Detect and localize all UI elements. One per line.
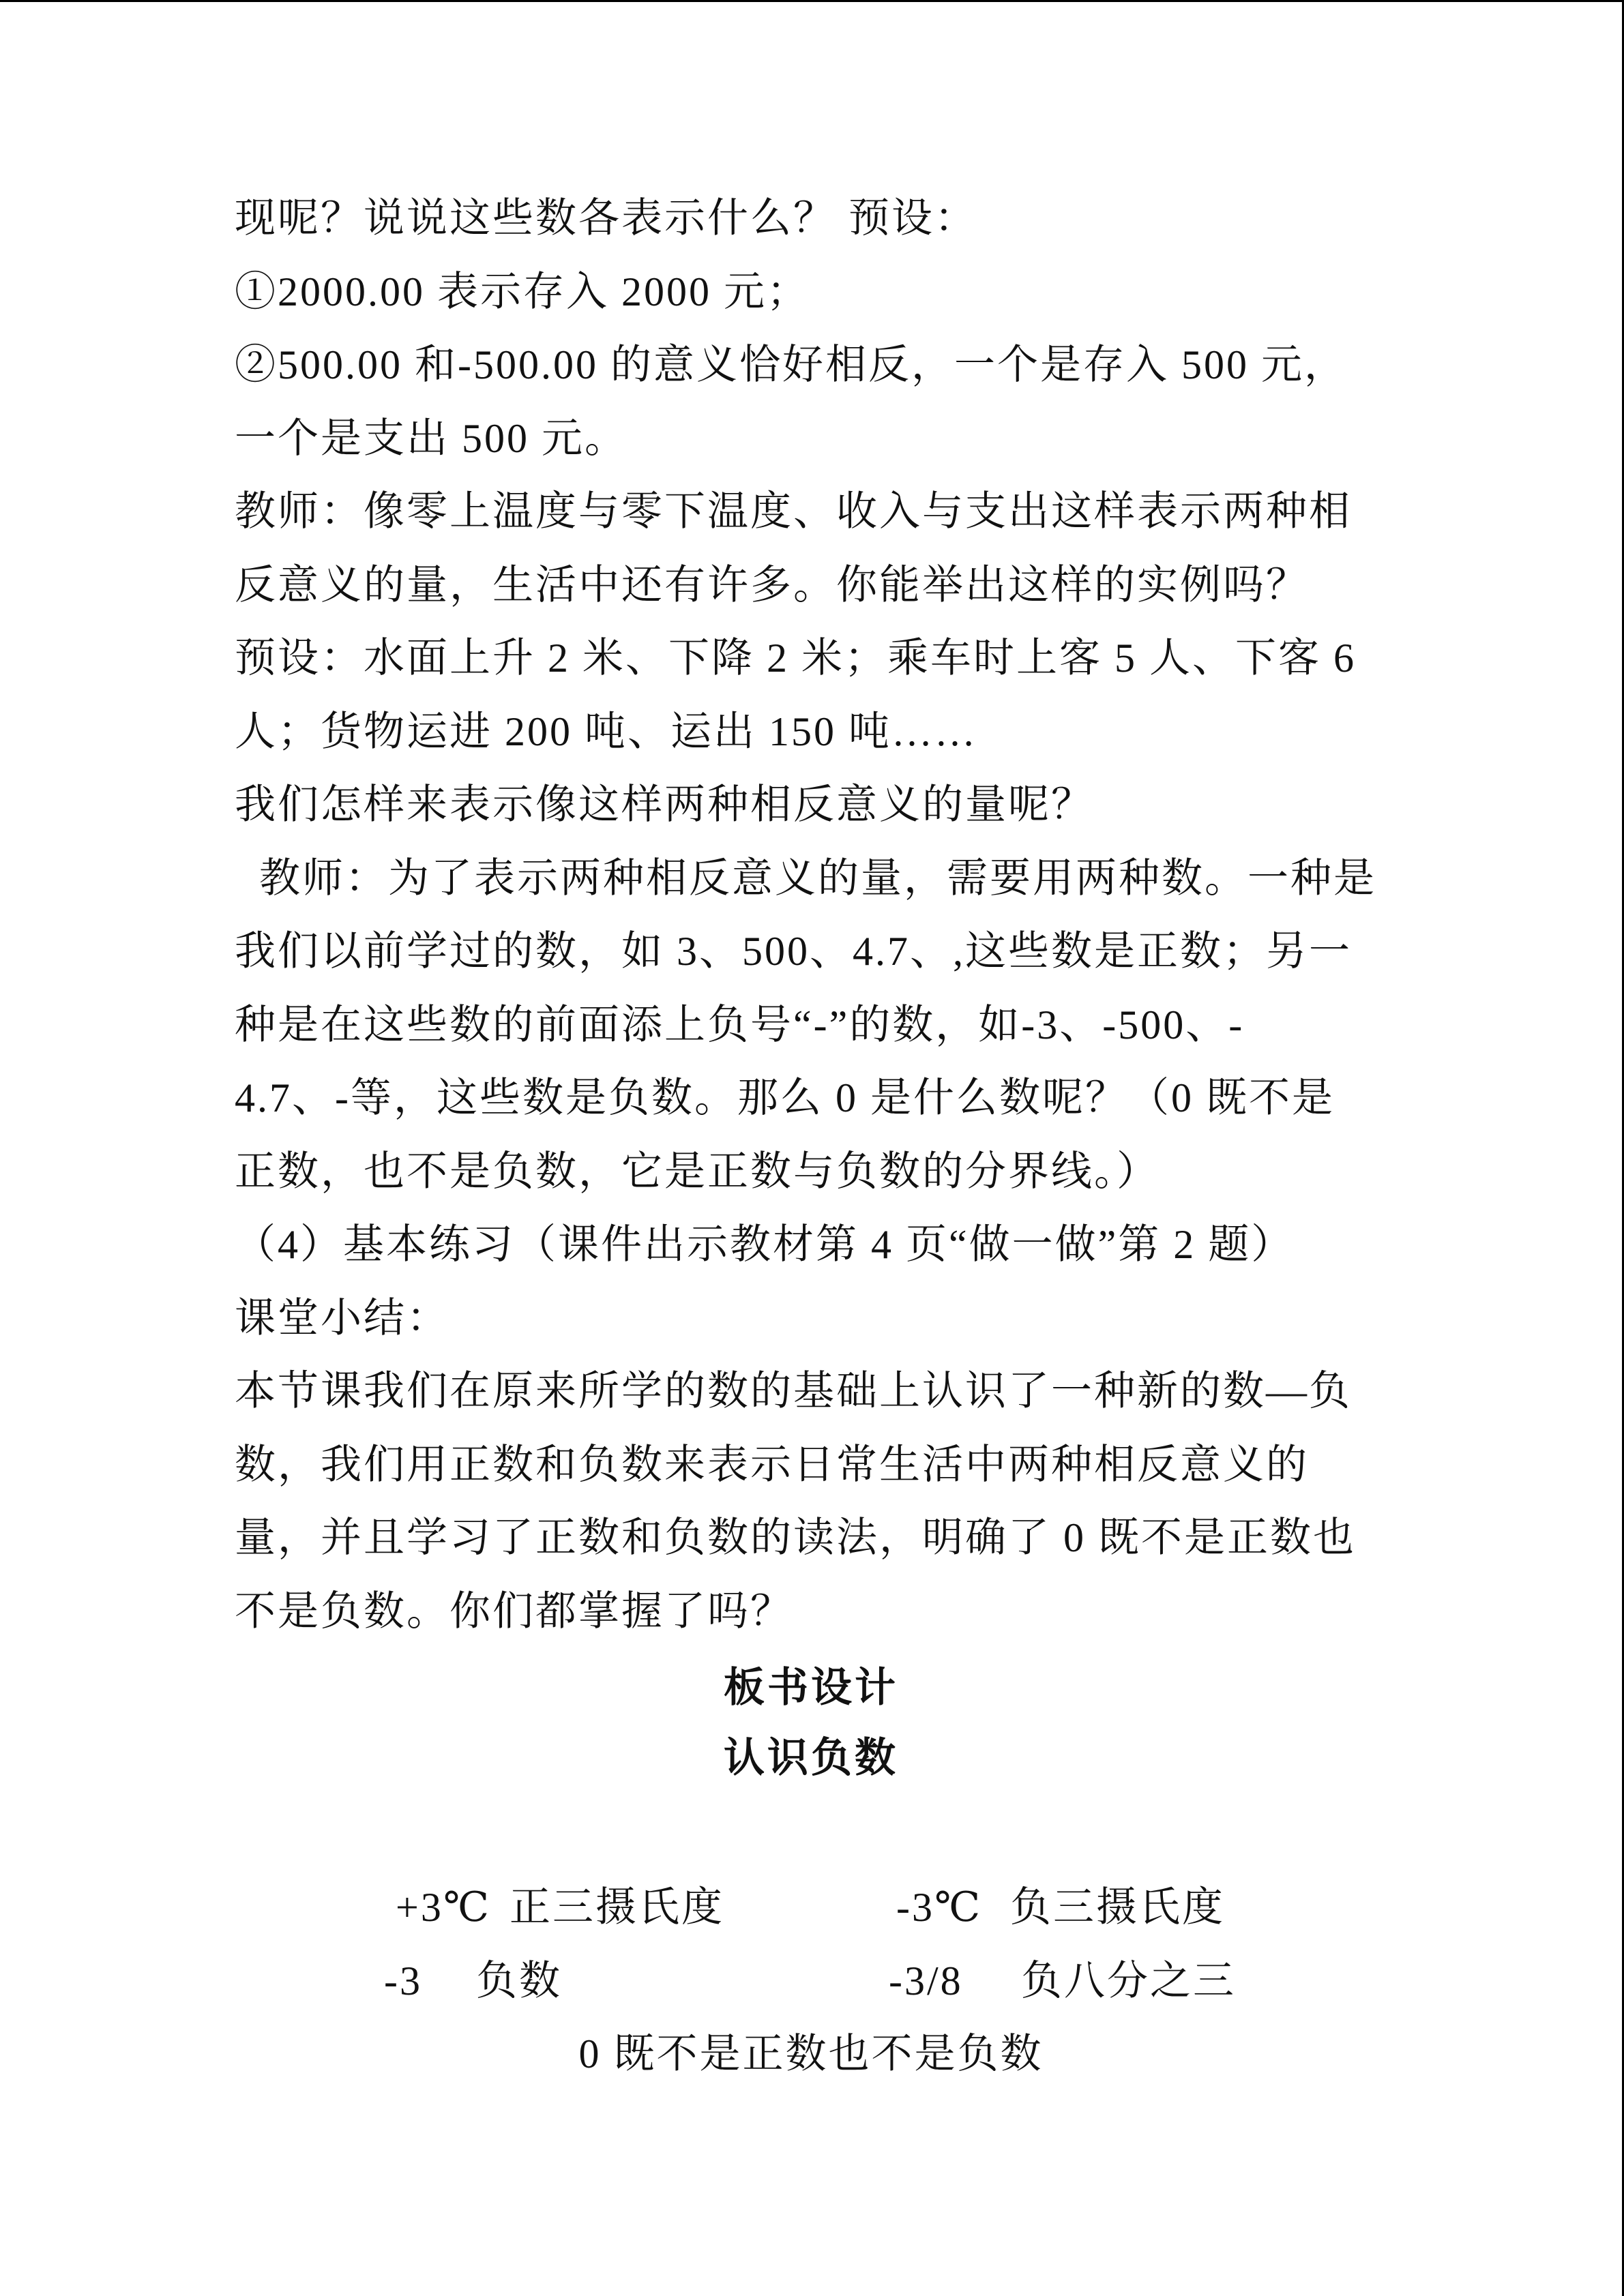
text-line: 我们怎样来表示像这样两种相反意义的量呢？ [235, 782, 1094, 827]
board-value: -3℃ [896, 1885, 983, 1930]
text-line: 课堂小结： [235, 1295, 449, 1341]
text-line: ②500.00 和-500.00 的意义恰好相反，一个是存入 500 元， [235, 342, 1347, 387]
board-reading: 负八分之三 [1021, 1958, 1236, 2003]
board-value: -3 [384, 1958, 422, 2003]
board-reading: 负数 [476, 1958, 562, 2003]
text-line: 教师：像零上温度与零下温度、收入与支出这样表示两种相 [235, 489, 1352, 534]
board-design-heading: 板书设计 [724, 1665, 898, 1710]
text-line: （4）基本练习（课件出示教材第 4 页“做一做”第 2 题） [235, 1222, 1295, 1267]
text-line: 本节课我们在原来所学的数的基础上认识了一种新的数—负 [235, 1369, 1352, 1414]
text-line: ①2000.00 表示存入 2000 元； [235, 269, 810, 314]
text-line: 不是负数。你们都掌握了吗？ [235, 1588, 793, 1634]
text-line: 教师：为了表示两种相反意义的量，需要用两种数。一种是 [259, 855, 1376, 901]
text-line: 数，我们用正数和负数来表示日常生活中两种相反意义的 [235, 1442, 1309, 1487]
text-line: 量，并且学习了正数和负数的读法，明确了 0 既不是正数也 [235, 1515, 1356, 1560]
text-line: 人；货物运进 200 吨、运出 150 吨…… [235, 709, 977, 754]
board-value: +3℃ [396, 1885, 491, 1930]
text-line: 预设：水面上升 2 米、下降 2 米；乘车时上客 5 人、下客 6 [235, 636, 1356, 681]
text-line: 一个是支出 500 元。 [235, 415, 628, 461]
text-line: 我们以前学过的数，如 3、500、4.7、,这些数是正数；另一 [235, 929, 1352, 974]
text-line: 反意义的量，生活中还有许多。你能举出这样的实例吗？ [235, 562, 1309, 608]
text-line: 现呢？说说这些数各表示什么？ 预设： [235, 196, 977, 241]
lesson-body [235, 182, 1531, 1648]
board-reading: 负三摄氏度 [1010, 1885, 1225, 1930]
text-line: 4.7、-等，这些数是负数。那么 0 是什么数呢？（0 既不是 [235, 1075, 1335, 1120]
text-line: 种是在这些数的前面添上负号“-”的数，如-3、-500、- [235, 1002, 1245, 1047]
board-reading: 正三摄氏度 [510, 1885, 724, 1930]
board-title: 认识负数 [724, 1735, 898, 1780]
board-note: 0 既不是正数也不是负数 [578, 2031, 1044, 2076]
board-value: -3/8 [889, 1958, 963, 2003]
text-line: 正数，也不是负数，它是正数与负数的分界线。） [235, 1148, 1160, 1194]
